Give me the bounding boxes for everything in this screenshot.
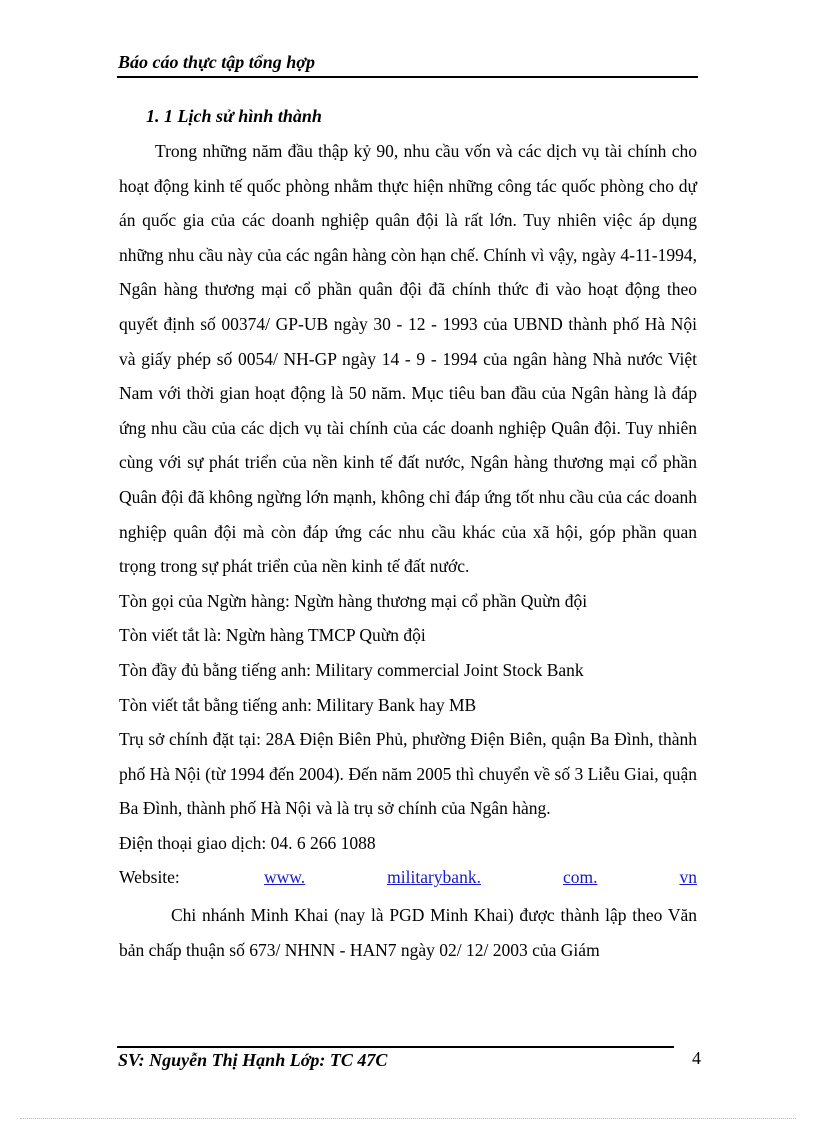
headquarters-paragraph: Trụ sở chính đặt tại: 28A Điện Biên Phủ, phường Điện Biên, quận Ba Đình, thành phố Hà Nội (từ 1994 đến 2004). Đến năm 2005 thì chuyển về số 3 Liễu Giai, quận Ba Đình, thành phố Hà Nội và là trụ sở chính của Ngân hàng. xyxy=(119,729,697,819)
page-edge xyxy=(20,1118,796,1119)
website-part: militarybank. xyxy=(387,867,481,888)
header-rule xyxy=(117,76,698,78)
footer-author: SV: Nguyễn Thị Hạnh Lớp: TC 47C xyxy=(118,1050,388,1070)
branch-paragraph: Chi nhánh Minh Khai (nay là PGD Minh Khai) được thành lập theo Văn bản chấp thuận số 673/ NHNN - HAN7 ngày 02/ 12/ 2003 của Giám xyxy=(119,905,697,960)
website-part: www. xyxy=(264,867,306,888)
footer-rule xyxy=(117,1046,674,1048)
header-title: Báo cáo thực tập tổng hợp xyxy=(118,52,315,72)
bank-english-name-line: Tòn đầy đủ bằng tiếng anh: Military commercial Joint Stock Bank xyxy=(119,659,584,680)
document-body xyxy=(119,134,697,967)
bank-short-name-line: Tòn viết tắt là: Ngừn hàng TMCP Quừn đội xyxy=(119,625,426,646)
website-part: vn xyxy=(679,867,697,888)
phone-line: Điện thoại giao dịch: 04. 6 266 1088 xyxy=(119,832,376,853)
website-label: Website: xyxy=(119,867,180,888)
page-number: 4 xyxy=(692,1048,701,1068)
bank-english-short-line: Tòn viết tắt bằng tiếng anh: Military Bank hay MB xyxy=(119,694,477,715)
bank-name-line: Tòn gọi của Ngừn hàng: Ngừn hàng thương mại cổ phần Quừn đội xyxy=(119,590,588,611)
website-link[interactable] xyxy=(264,860,697,895)
website-row xyxy=(119,860,697,895)
history-paragraph: Trong những năm đầu thập kỷ 90, nhu cầu vốn và các dịch vụ tài chính cho hoạt động kinh tế quốc phòng nhằm thực hiện những công tác quốc phòng cho dự án quốc gia của các doanh nghiệp quân đội là rất lớn. Tuy nhiên việc áp dụng những nhu cầu này của các ngân hàng còn hạn chế. Chính vì vậy, ngày 4-11-1994, Ngân hàng thương mại cổ phần quân đội đã chính thức đi vào hoạt động theo quyết định số 00374/ GP-UB ngày 30 - 12 - 1993 của UBND thành phố Hà Nội và giấy phép số 0054/ NH-GP ngày 14 - 9 - 1994 của ngân hàng Nhà nước Việt Nam với thời gian hoạt động là 50 năm. Mục tiêu ban đầu của Ngân hàng là đáp ứng nhu cầu của các dịch vụ tài chính của các doanh nghiệp Quân đội. Tuy nhiên cùng với sự phát triển của nền kinh tế đất nước, Ngân hàng thương mại cổ phần Quân đội đã không ngừng lớn mạnh, không chỉ đáp ứng tốt nhu cầu của các doanh nghiệp quân đội mà còn đáp ứng các nhu cầu khác của xã hội, góp phần quan trọng trong sự phát triển của nền kinh tế đất nước. xyxy=(119,141,697,577)
section-heading: 1. 1 Lịch sử hình thành xyxy=(146,106,322,126)
website-part: com. xyxy=(562,867,598,888)
